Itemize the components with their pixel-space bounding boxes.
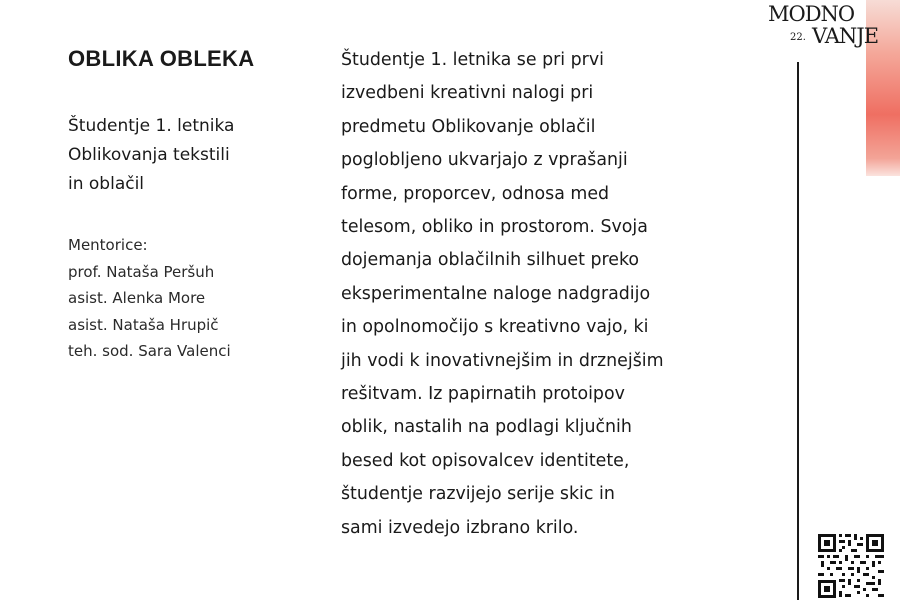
- project-subtitle: [68, 112, 308, 199]
- description-line: Študentje 1. letnika se pri prvi: [341, 50, 604, 70]
- description-line: sami izvedejo izbrano krilo.: [341, 517, 579, 538]
- mentors-heading: Mentorice:: [68, 236, 148, 254]
- description-line: izvedbeni kreativni nalogi pri: [341, 83, 594, 104]
- description-line: besed kot opisovalcev identitete,: [341, 450, 630, 471]
- description-line: poglobljeno ukvarjajo z vprašanji: [341, 150, 628, 171]
- description-line: jih vodi k inovativnejšim in drznejšim: [341, 350, 664, 371]
- subtitle-line: Oblikovanja tekstili: [68, 145, 230, 165]
- mentors-list: [68, 232, 231, 365]
- description-line: predmetu Oblikovanje oblačil: [341, 116, 596, 137]
- project-description: [341, 44, 664, 545]
- description-line: telesom, obliko in prostorom. Svoja: [341, 217, 648, 238]
- description-line: eksperimentalne naloge nadgradijo: [341, 283, 651, 304]
- project-title: OBLIKA OBLEKA: [68, 46, 255, 71]
- description-line: in opolnomočijo s kreativno vajo, ki: [341, 317, 649, 338]
- mentor-name: asist. Nataša Hrupič: [68, 315, 219, 334]
- logo-word-top: MODNO: [768, 2, 855, 26]
- modnovanje-logo: [766, 2, 890, 58]
- subtitle-line: in oblačil: [68, 174, 145, 194]
- description-line: dojemanja oblačilnih silhuet preko: [341, 250, 640, 271]
- mentor-name: teh. sod. Sara Valenci: [68, 342, 231, 360]
- subtitle-line: Študentje 1. letnika: [68, 116, 235, 136]
- mentor-name: asist. Alenka More: [68, 289, 206, 307]
- description-line: rešitvam. Iz papirnatih protoipov: [341, 384, 625, 405]
- logo-word-bottom: VANJE: [812, 24, 879, 48]
- qr-code-icon[interactable]: [816, 532, 886, 600]
- logo-edition: 22.: [790, 32, 806, 43]
- description-line: študentje razvijejo serije skic in: [341, 484, 615, 505]
- mentor-name: prof. Nataša Peršuh: [68, 262, 215, 281]
- vertical-divider-line: [797, 62, 799, 600]
- description-line: oblik, nastalih na podlagi ključnih: [341, 417, 632, 438]
- description-line: forme, proporcev, odnosa med: [341, 183, 610, 204]
